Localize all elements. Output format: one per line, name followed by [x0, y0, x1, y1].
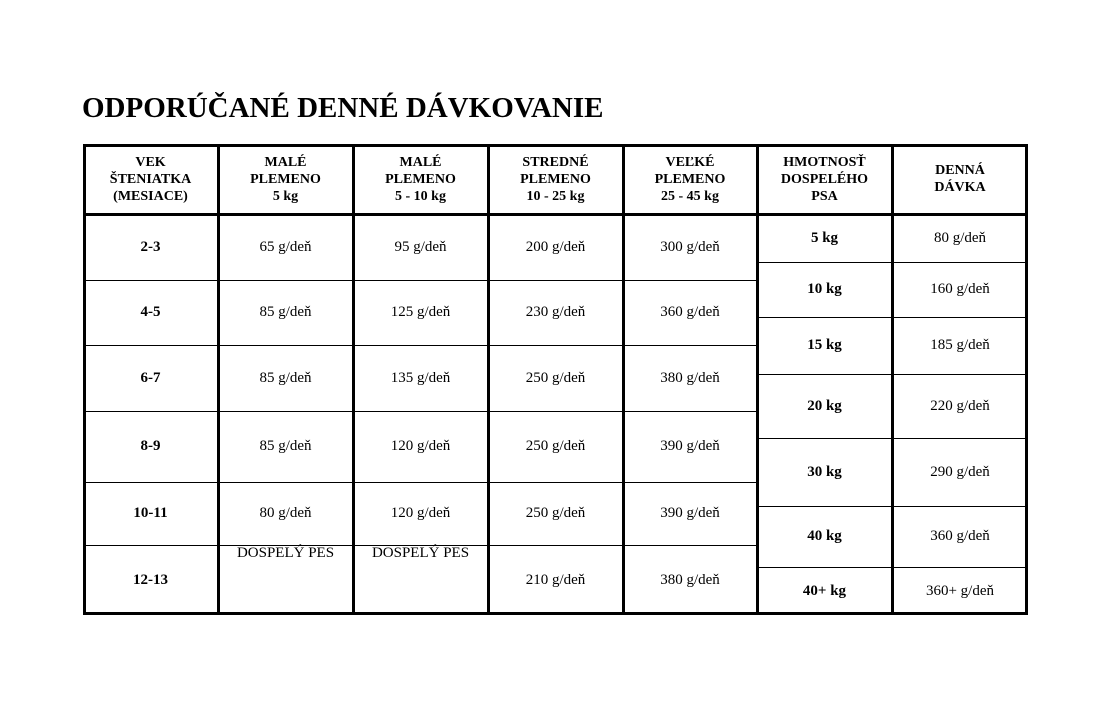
dose-value: 65 g/deň — [259, 238, 312, 255]
adult-dose-cell — [892, 438, 1028, 506]
adult-weight-value: 40+ kg — [802, 582, 847, 599]
header-label — [655, 154, 726, 205]
adult-dose-value: 360 g/deň — [930, 528, 990, 544]
dose-cell — [623, 411, 757, 482]
dose-cell — [218, 280, 353, 345]
dose-cell — [353, 280, 488, 345]
dose-value: DOSPELÝ PES — [236, 545, 335, 561]
adult-weight-value: 10 kg — [807, 281, 842, 297]
age-value: 8-9 — [140, 438, 161, 454]
adult-weight-cell — [757, 214, 892, 262]
adult-weight-cell — [757, 567, 892, 615]
header-line: 5 - 10 kg — [395, 188, 446, 204]
adult-dose-cell — [892, 567, 1028, 615]
dose-value: 120 g/deň — [390, 505, 451, 521]
header-label — [934, 162, 985, 196]
dose-value: 85 g/deň — [259, 438, 312, 454]
header-line: DOSPELÉHO — [780, 171, 869, 187]
header-line: VEK — [135, 154, 166, 170]
adult-weight-value: 40 kg — [807, 528, 842, 544]
dose-cell — [488, 280, 623, 345]
adult-dose-value: 160 g/deň — [930, 281, 990, 297]
age-cell — [83, 280, 218, 345]
dose-value: 250 g/deň — [525, 369, 586, 386]
dose-value: 250 g/deň — [525, 505, 586, 521]
age-cell — [83, 482, 218, 545]
dose-value: 210 g/deň — [525, 571, 586, 588]
dose-value: 120 g/deň — [390, 438, 451, 454]
header-line: DENNÁ — [935, 163, 985, 178]
dose-cell — [353, 214, 488, 280]
dose-value: 380 g/deň — [660, 571, 720, 588]
header-line: MALÉ — [399, 154, 442, 170]
adult-dose-value: 360+ g/deň — [925, 582, 995, 599]
dose-value: 95 g/deň — [394, 238, 447, 255]
dose-cell — [353, 545, 488, 615]
dose-value: 125 g/deň — [390, 304, 451, 320]
adult-dose-cell — [892, 317, 1028, 374]
age-value: 12-13 — [133, 571, 168, 588]
dose-cell — [623, 214, 757, 280]
age-value: 6-7 — [140, 369, 161, 386]
adult-weight-value: 5 kg — [810, 229, 839, 246]
adult-weight-cell — [757, 317, 892, 374]
dose-value: 360 g/deň — [660, 304, 720, 320]
age-cell — [83, 345, 218, 411]
page-title: ODPORÚČANÉ DENNÉ DÁVKOVANIE — [82, 92, 604, 124]
header-label — [520, 154, 591, 205]
header-line: PSA — [811, 188, 838, 204]
dose-cell — [488, 214, 623, 280]
header-line: PLEMENO — [385, 171, 456, 187]
dose-cell — [488, 411, 623, 482]
dose-value: 250 g/deň — [525, 438, 586, 454]
header-medium — [488, 144, 623, 214]
header-line: MALÉ — [264, 154, 307, 170]
header-line: HMOTNOSŤ — [783, 154, 866, 170]
adult-dose-value: 80 g/deň — [933, 229, 987, 246]
dose-value: 300 g/deň — [660, 238, 720, 255]
adult-dose-value: 290 g/deň — [930, 463, 990, 480]
dose-value: DOSPELÝ PES — [371, 545, 470, 561]
dose-cell — [623, 280, 757, 345]
dose-cell — [623, 545, 757, 615]
dose-value: 390 g/deň — [660, 438, 720, 454]
header-small-5-10kg — [353, 144, 488, 214]
dose-cell — [488, 482, 623, 545]
dose-cell — [218, 411, 353, 482]
adult-dose-cell — [892, 262, 1028, 317]
dose-cell — [218, 482, 353, 545]
header-puppy-age — [83, 144, 218, 214]
header-daily-dose — [892, 144, 1028, 214]
adult-dose-cell — [892, 374, 1028, 438]
dose-value: 230 g/deň — [525, 304, 586, 320]
header-label — [385, 154, 456, 205]
dose-value: 85 g/deň — [259, 369, 312, 386]
adult-weight-cell — [757, 438, 892, 506]
dose-cell — [488, 345, 623, 411]
dose-cell — [353, 411, 488, 482]
dose-cell — [488, 545, 623, 615]
dose-value: 80 g/deň — [259, 505, 312, 521]
dose-value: 135 g/deň — [390, 369, 451, 386]
adult-dose-value: 220 g/deň — [930, 397, 990, 414]
adult-weight-cell — [757, 262, 892, 317]
header-line: 5 kg — [272, 188, 299, 204]
age-value: 10-11 — [133, 505, 168, 521]
age-cell — [83, 545, 218, 615]
dose-cell — [218, 545, 353, 615]
header-adult-weight — [757, 144, 892, 214]
dose-cell — [353, 482, 488, 545]
age-value: 4-5 — [140, 304, 161, 320]
dose-cell — [623, 482, 757, 545]
adult-dose-cell — [892, 214, 1028, 262]
dose-cell — [353, 345, 488, 411]
age-cell — [83, 411, 218, 482]
header-label — [781, 154, 868, 205]
adult-dose-cell — [892, 506, 1028, 567]
header-line: 25 - 45 kg — [661, 188, 719, 204]
dose-cell — [218, 214, 353, 280]
header-label — [110, 154, 191, 205]
adult-weight-value: 30 kg — [807, 463, 842, 480]
header-line: VEĽKÉ — [665, 154, 715, 170]
header-line: STREDNÉ — [522, 154, 589, 170]
dose-value: 380 g/deň — [660, 369, 720, 386]
header-line: DÁVKA — [934, 180, 986, 195]
age-value: 2-3 — [140, 238, 161, 255]
dose-value: 390 g/deň — [660, 505, 720, 521]
age-cell — [83, 214, 218, 280]
adult-weight-cell — [757, 506, 892, 567]
adult-weight-value: 15 kg — [807, 337, 842, 353]
header-line: (MESIACE) — [113, 188, 188, 204]
header-line: PLEMENO — [250, 171, 321, 187]
adult-dose-value: 185 g/deň — [930, 337, 990, 353]
header-line: PLEMENO — [520, 171, 591, 187]
header-small-5kg — [218, 144, 353, 214]
header-line: ŠTENIATKA — [109, 171, 192, 187]
dosage-table — [83, 144, 1028, 615]
header-label — [250, 154, 321, 205]
header-large — [623, 144, 757, 214]
dose-cell — [218, 345, 353, 411]
dose-value: 200 g/deň — [525, 238, 586, 255]
adult-weight-value: 20 kg — [807, 397, 842, 414]
dose-value: 85 g/deň — [259, 304, 312, 320]
dose-cell — [623, 345, 757, 411]
header-line: 10 - 25 kg — [526, 188, 585, 204]
adult-weight-cell — [757, 374, 892, 438]
header-line: PLEMENO — [654, 171, 726, 187]
